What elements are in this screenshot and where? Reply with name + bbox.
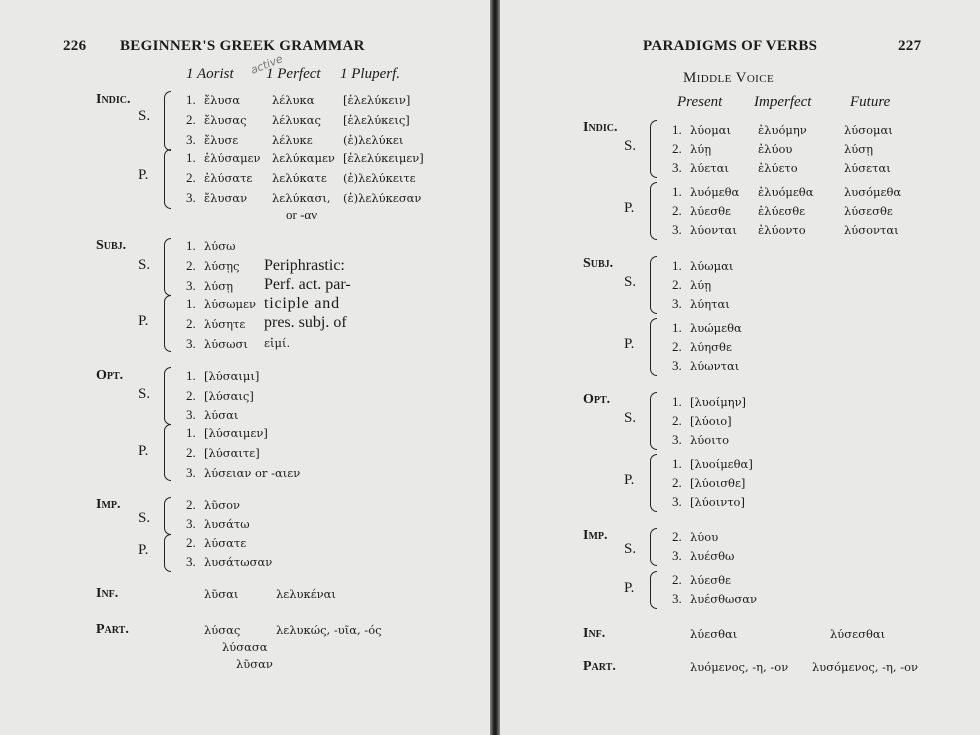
mood-label-subjunctive: Subj. <box>96 238 127 253</box>
verb-form: λύσῃ <box>204 279 234 293</box>
verb-form: λέλυκας <box>272 113 321 127</box>
verb-form: (ἐ)λελύκειτε <box>343 171 416 185</box>
person-number: 3. <box>672 548 682 563</box>
person-number: 1. <box>186 238 196 253</box>
person-number: 2. <box>186 497 196 512</box>
mood-label-indicative: Indic. <box>96 92 131 107</box>
periphrastic-note: ticiple and <box>264 295 340 312</box>
voice-heading: Middle Voice <box>683 70 775 86</box>
person-number: 1. <box>186 368 196 383</box>
verb-form: λυσόμενος, -η, -ον <box>812 660 919 674</box>
mood-label-imperative: Imp. <box>96 497 121 512</box>
verb-form: [λύοιο] <box>690 414 732 428</box>
col-head-perfect: 1 Perfect <box>266 66 321 82</box>
periphrastic-note: Periphrastic: <box>264 257 345 274</box>
verb-form: λύσωμεν <box>204 297 256 311</box>
verb-form: λύομαι <box>690 123 731 137</box>
person-number: 1. <box>672 184 682 199</box>
number-label-plural: P. <box>624 200 635 216</box>
person-number: 3. <box>672 222 682 237</box>
number-label-plural: P. <box>138 443 149 459</box>
verb-form: λυόμεθα <box>690 185 740 199</box>
running-title: PARADIGMS OF VERBS <box>643 38 818 54</box>
person-number: 3. <box>186 554 196 569</box>
mood-label-subjunctive: Subj. <box>583 256 614 271</box>
mood-label-participle: Part. <box>583 659 616 674</box>
mood-label-optative: Opt. <box>583 392 611 407</box>
brace <box>164 497 171 535</box>
person-number: 1. <box>186 296 196 311</box>
number-label-plural: P. <box>138 313 149 329</box>
verb-form: λυσόμεθα <box>844 185 902 199</box>
number-label-plural: P. <box>138 542 149 558</box>
person-number: 2. <box>672 529 682 544</box>
brace <box>650 256 657 314</box>
person-number: 2. <box>186 170 196 185</box>
verb-form: λυόμενος, -η, -ον <box>690 660 789 674</box>
periphrastic-note: Perf. act. par- <box>264 276 351 293</box>
col-head-aorist: 1 Aorist <box>186 66 234 82</box>
verb-form: λῦσαν <box>236 657 273 671</box>
verb-form: λύῃ <box>690 278 712 292</box>
number-label-plural: P. <box>624 336 635 352</box>
person-number: 3. <box>672 296 682 311</box>
person-number: 1. <box>672 394 682 409</box>
verb-form: [ἐλελύκειμεν] <box>343 151 424 165</box>
mood-label-infinitive: Inf. <box>96 586 119 601</box>
verb-form: ἔλυσε <box>204 133 239 147</box>
brace <box>650 120 657 178</box>
verb-form: ἔλυσαν <box>204 191 248 205</box>
verb-form: [λύσαιμι] <box>204 369 260 383</box>
verb-form: [λύοισθε] <box>690 476 746 490</box>
person-number: 2. <box>672 277 682 292</box>
verb-form: λελυκέναι <box>276 587 336 601</box>
person-number: 1. <box>186 150 196 165</box>
brace <box>164 238 171 296</box>
col-head-present: Present <box>677 94 723 110</box>
verb-form: λελύκαμεν <box>272 151 335 165</box>
verb-form: ἐλύσαμεν <box>204 151 261 165</box>
verb-form: [λυοίμην] <box>690 395 747 409</box>
verb-form: λῦσαι <box>204 587 239 601</box>
verb-form: λυσάτω <box>204 517 250 531</box>
verb-form: λύσεσθε <box>844 204 893 218</box>
person-number: 3. <box>186 132 196 147</box>
mood-label-participle: Part. <box>96 622 129 637</box>
right-page <box>500 0 980 735</box>
verb-form: [λύοιντο] <box>690 495 745 509</box>
brace <box>650 454 657 512</box>
verb-form: λύσω <box>204 239 236 253</box>
verb-form: λελύκασι, <box>272 191 331 205</box>
person-number: 3. <box>186 407 196 422</box>
verb-form: ἐλύετο <box>758 161 798 175</box>
brace <box>164 91 171 151</box>
person-number: 3. <box>186 190 196 205</box>
verb-form: λύσεσθαι <box>830 627 886 641</box>
number-label-singular: S. <box>138 510 151 526</box>
verb-form: ἔλυσας <box>204 113 247 127</box>
person-number: 2. <box>672 572 682 587</box>
verb-form: λύοιτο <box>690 433 729 447</box>
periphrastic-note: pres. subj. of <box>264 314 347 331</box>
mood-label-indicative: Indic. <box>583 120 618 135</box>
verb-form: λύσονται <box>844 223 899 237</box>
person-number: 2. <box>672 339 682 354</box>
verb-form: λύσεται <box>844 161 891 175</box>
brace <box>164 367 171 425</box>
periphrastic-note: εἰμί. <box>264 336 291 350</box>
person-number: 1. <box>672 258 682 273</box>
person-number: 3. <box>186 278 196 293</box>
number-label-singular: S. <box>624 138 637 154</box>
alternate-ending: or -αν <box>286 207 318 222</box>
number-label-singular: S. <box>138 386 151 402</box>
verb-form: λύῃ <box>690 142 712 156</box>
verb-form: [λύσαιτε] <box>204 446 260 460</box>
person-number: 3. <box>186 465 196 480</box>
brace <box>650 182 657 240</box>
verb-form: λύσατε <box>204 536 247 550</box>
brace <box>650 571 657 609</box>
verb-form: λύσητε <box>204 317 246 331</box>
verb-form: [λυοίμεθα] <box>690 457 753 471</box>
mood-label-infinitive: Inf. <box>583 626 606 641</box>
mood-label-imperative: Imp. <box>583 528 608 543</box>
person-number: 1. <box>672 456 682 471</box>
person-number: 2. <box>672 413 682 428</box>
verb-form: λύωνται <box>690 359 740 373</box>
verb-form: [ἐλελύκεις] <box>343 113 410 127</box>
number-label-singular: S. <box>624 410 637 426</box>
verb-form: (ἐ)λελύκει <box>343 133 404 147</box>
verb-form: λύησθε <box>690 340 732 354</box>
verb-form: λύσασα <box>222 640 268 654</box>
number-label-plural: P. <box>138 167 149 183</box>
verb-form: λύεσθε <box>690 204 731 218</box>
verb-form: λύσομαι <box>844 123 893 137</box>
verb-form: ἐλύου <box>758 142 793 156</box>
mood-label-optative: Opt. <box>96 368 124 383</box>
verb-form: (ἐ)λελύκεσαν <box>343 191 422 205</box>
verb-form: λύεσθε <box>690 573 731 587</box>
brace <box>650 318 657 376</box>
person-number: 1. <box>672 122 682 137</box>
person-number: 3. <box>186 516 196 531</box>
verb-form: λύου <box>690 530 719 544</box>
verb-form: λύσῃ <box>844 142 874 156</box>
brace <box>650 392 657 450</box>
brace <box>164 149 171 209</box>
brace <box>164 424 171 481</box>
verb-form: λέλυκα <box>272 93 315 107</box>
handwritten-margin-note: active <box>248 52 285 77</box>
verb-form: λυώμεθα <box>690 321 742 335</box>
person-number: 1. <box>672 320 682 335</box>
brace <box>650 528 657 566</box>
verb-form: λύσωσι <box>204 337 248 351</box>
verb-form: λύεσθαι <box>690 627 738 641</box>
person-number: 1. <box>186 92 196 107</box>
book-gutter <box>490 0 500 735</box>
verb-form: λύσας <box>204 623 241 637</box>
col-head-imperfect: Imperfect <box>754 94 812 110</box>
person-number: 3. <box>672 358 682 373</box>
person-number: 2. <box>186 388 196 403</box>
verb-form: [λύσαιμεν] <box>204 426 268 440</box>
brace <box>164 295 171 352</box>
person-number: 2. <box>186 535 196 550</box>
verb-form: λύσῃς <box>204 259 240 273</box>
brace <box>164 534 171 572</box>
verb-form: λυέσθω <box>690 549 735 563</box>
number-label-singular: S. <box>138 257 151 273</box>
verb-form: [λύσαις] <box>204 389 254 403</box>
person-number: 3. <box>672 160 682 175</box>
person-number: 3. <box>672 591 682 606</box>
person-number: 2. <box>186 445 196 460</box>
person-number: 2. <box>186 316 196 331</box>
verb-form: λῦσον <box>204 498 241 512</box>
verb-form: λυσάτωσαν <box>204 555 273 569</box>
number-label-singular: S. <box>138 108 151 124</box>
number-label-singular: S. <box>624 541 637 557</box>
running-title: BEGINNER'S GREEK GRAMMAR <box>120 38 365 54</box>
page-number: 227 <box>898 38 922 54</box>
verb-form: λέλυκε <box>272 133 313 147</box>
verb-form: λύονται <box>690 223 737 237</box>
person-number: 2. <box>672 475 682 490</box>
verb-form: λυέσθωσαν <box>690 592 757 606</box>
number-label-plural: P. <box>624 580 635 596</box>
verb-form: ἐλύοντο <box>758 223 806 237</box>
verb-form: λελύκατε <box>272 171 327 185</box>
verb-form: ἐλύσατε <box>204 171 253 185</box>
person-number: 3. <box>186 336 196 351</box>
person-number: 2. <box>186 258 196 273</box>
verb-form: [ἐλελύκειν] <box>343 93 411 107</box>
number-label-plural: P. <box>624 472 635 488</box>
verb-form: λύωμαι <box>690 259 734 273</box>
verb-form: ἐλύεσθε <box>758 204 806 218</box>
verb-form: λελυκώς, -υῖα, -ός <box>276 623 382 637</box>
verb-form: λύσειαν or -αιεν <box>204 466 301 480</box>
col-head-future: Future <box>850 94 891 110</box>
person-number: 2. <box>672 203 682 218</box>
verb-form: λύηται <box>690 297 730 311</box>
person-number: 2. <box>186 112 196 127</box>
number-label-singular: S. <box>624 274 637 290</box>
verb-form: λύεται <box>690 161 729 175</box>
person-number: 3. <box>672 494 682 509</box>
person-number: 2. <box>672 141 682 156</box>
verb-form: ἔλυσα <box>204 93 241 107</box>
verb-form: λύσαι <box>204 408 239 422</box>
verb-form: ἐλυόμεθα <box>758 185 814 199</box>
person-number: 3. <box>672 432 682 447</box>
page-number: 226 <box>63 38 87 54</box>
person-number: 1. <box>186 425 196 440</box>
verb-form: ἐλυόμην <box>758 123 807 137</box>
col-head-pluperfect: 1 Pluperf. <box>340 66 400 82</box>
